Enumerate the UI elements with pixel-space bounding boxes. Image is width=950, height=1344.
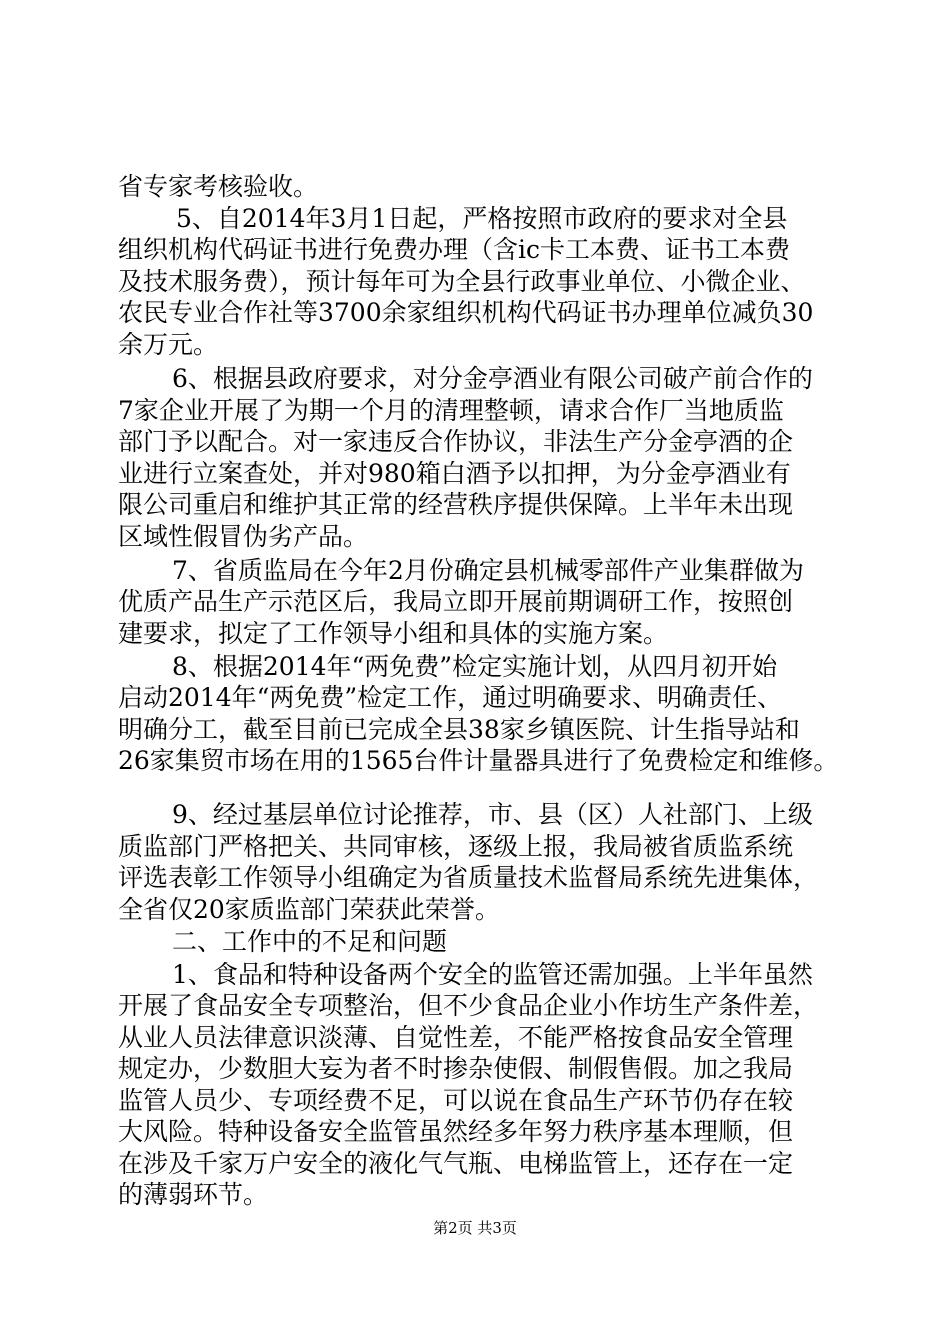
text-line: 8、根据2014年“两免费”检定实施计划，从四月初开始 (172, 652, 778, 681)
text-line: 全省仅20家质监部门荣获此荣誉。 (118, 895, 500, 924)
text-line: 7家企业开展了为期一个月的清理整顿，请求合作厂当地质监 (118, 396, 784, 425)
text-line: 部门予以配合。对一家违反合作协议，非法生产分金亭酒的企 (118, 427, 794, 456)
text-line: 6、根据县政府要求，对分金亭酒业有限公司破产前合作的 (172, 364, 813, 393)
page-footer: 第2页 共3页 (433, 1219, 517, 1237)
text-line: 5、自2014年3月1日起，严格按照市政府的要求对全县 (176, 204, 788, 233)
section-heading: 二、工作中的不足和问题 (172, 927, 448, 956)
text-line: 从业人员法律意识淡薄、自觉性差，不能严格按食品安全管理 (118, 1023, 794, 1052)
text-line: 9、经过基层单位讨论推荐，市、县（区）人社部门、上级 (172, 800, 813, 829)
text-line: 建要求，拟定了工作领导小组和具体的实施方案。 (118, 619, 669, 648)
text-line: 26家集贸市场在用的1565台件计量器具进行了免费检定和维修。 (118, 746, 839, 775)
text-line: 质监部门严格把关、共同审核，逐级上报，我局被省质监系统 (118, 832, 794, 861)
text-line: 1、食品和特种设备两个安全的监管还需加强。上半年虽然 (172, 960, 813, 989)
text-line: 启动2014年“两免费”检定工作，通过明确要求、明确责任、 (118, 683, 783, 712)
text-line: 监管人员少、专项经费不足，可以说在食品生产环节仍存在较 (118, 1086, 794, 1115)
text-line: 省专家考核验收。 (118, 172, 319, 201)
text-line: 业进行立案查处，并对980箱白酒予以扣押，为分金亭酒业有 (118, 459, 791, 488)
text-line: 在涉及千家万户安全的液化气气瓶、电梯监管上，还存在一定 (118, 1149, 794, 1178)
text-line: 开展了食品安全专项整治，但不少食品企业小作坊生产条件差， (118, 991, 819, 1020)
text-line: 7、省质监局在今年2月份确定县机械零部件产业集群做为 (172, 556, 804, 585)
text-line: 限公司重启和维护其正常的经营秩序提供保障。上半年未出现 (118, 490, 794, 519)
text-line: 大风险。特种设备安全监管虽然经多年努力秩序基本理顺，但 (118, 1117, 794, 1146)
text-line: 组织机构代码证书进行免费办理（含ic卡工本费、证书工本费 (118, 235, 790, 264)
text-line: 及技术服务费），预计每年可为全县行政事业单位、小微企业、 (118, 267, 806, 296)
text-line: 规定办，少数胆大妄为者不时掺杂使假、制假售假。加之我局 (118, 1054, 794, 1083)
text-line: 农民专业合作社等3700余家组织机构代码证书办理单位减负30 (118, 298, 814, 327)
text-line: 评选表彰工作领导小组确定为省质量技术监督局系统先进集体， (118, 863, 819, 892)
text-line: 余万元。 (118, 330, 219, 359)
text-line: 明确分工，截至目前已完成全县38家乡镇医院、计生指导站和 (118, 715, 800, 744)
text-line: 的薄弱环节。 (118, 1180, 269, 1209)
text-line: 区域性假冒伪劣产品。 (118, 522, 369, 551)
text-line: 优质产品生产示范区后，我局立即开展前期调研工作，按照创 (118, 587, 794, 616)
